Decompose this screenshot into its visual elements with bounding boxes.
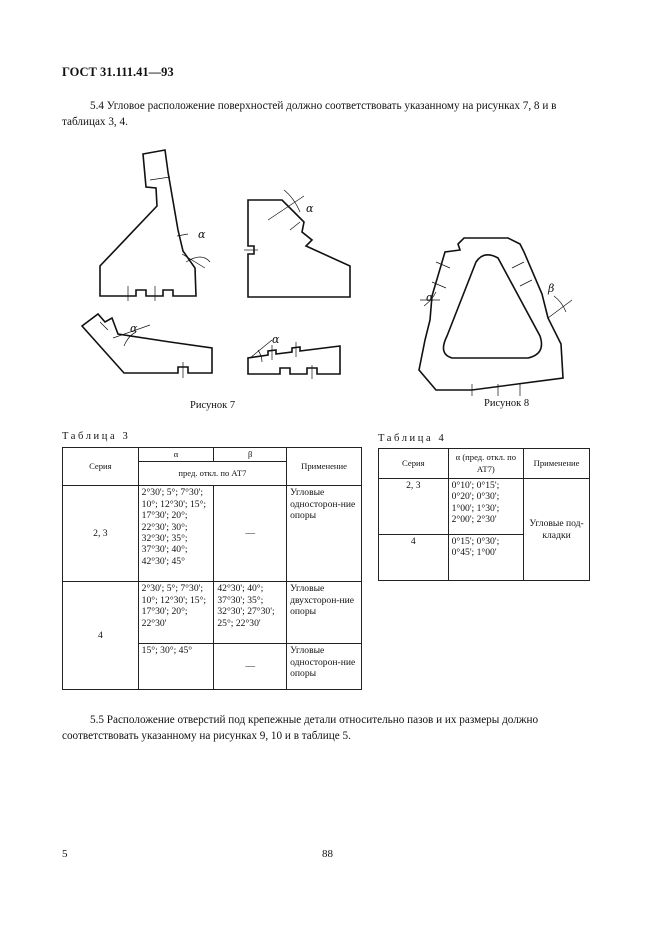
- t3-header-beta: β: [214, 448, 287, 462]
- table4-caption: Таблица 4: [378, 433, 447, 444]
- t3-row3-application: Угловые односторон-ние опоры: [287, 644, 362, 690]
- fig7-alpha-label-a: α: [198, 228, 206, 241]
- fig8-alpha-label: α: [426, 291, 434, 304]
- table-row: [63, 486, 362, 582]
- table-row: [63, 582, 362, 644]
- t4-application: Угловые под-кладки: [524, 479, 590, 581]
- fig7-part-d: [248, 340, 340, 379]
- t3-row2-beta: 42°30'; 40°; 37°30'; 35°; 32°30'; 27°30'; 25°; 22°30': [214, 582, 287, 644]
- footer-left-number: 5: [62, 848, 68, 860]
- t3-row1-alpha: 2°30'; 5°; 7°30'; 10°; 12°30'; 15°; 17°30'; 20°; 22°30'; 30°; 32°30'; 35°; 37°30'; 40°; 42°30'; 45°: [138, 486, 214, 582]
- table-4: [378, 448, 590, 581]
- t4-row2-alpha: 0°15'; 0°30'; 0°45'; 1°00': [448, 535, 524, 581]
- t3-row2-application: Угловые двухсторон-ние опоры: [287, 582, 362, 644]
- table-3: [62, 447, 362, 690]
- table3-caption: Таблица 3: [62, 431, 131, 442]
- t3-row2-alpha: 2°30'; 5°; 7°30'; 10°; 12°30'; 15°; 17°30'; 20°; 22°30': [138, 582, 214, 644]
- table-row: [379, 479, 590, 535]
- t3-header-application: Применение: [287, 448, 362, 486]
- t3-row1-series: 2, 3: [63, 486, 139, 582]
- t3-header-series: Серия: [63, 448, 139, 486]
- t4-row1-series: 2, 3: [379, 479, 449, 535]
- document-header: ГОСТ 31.111.41—93: [62, 65, 174, 79]
- t4-row1-alpha: 0°10'; 0°15'; 0°20'; 0°30'; 1°00'; 1°30'; 2°00'; 2°30': [448, 479, 524, 535]
- t4-header-alpha: α (пред. откл. по АТ7): [448, 449, 524, 479]
- fig7-alpha-label-c: α: [130, 322, 138, 335]
- fig7-caption: Рисунок 7: [190, 400, 236, 411]
- paragraph-5-4: 5.4 Угловое расположение поверхностей должно соответствовать указанному на рисунках 7, 8 и в таблицах 3, 4.: [62, 100, 557, 128]
- t3-header-tolerance: пред. откл. по АТ7: [138, 462, 286, 486]
- page-number: 88: [322, 848, 333, 860]
- fig7-alpha-label-d: α: [272, 333, 280, 346]
- t3-row1-application: Угловые односторон-ние опоры: [287, 486, 362, 582]
- fig8-frame: [419, 238, 572, 396]
- t3-header-alpha: α: [138, 448, 214, 462]
- t3-row2-series: 4: [63, 582, 139, 690]
- fig7-part-c: [82, 314, 212, 378]
- t3-row3-alpha: 15°; 30°; 45°: [138, 644, 214, 690]
- fig7-alpha-label-b: α: [306, 202, 314, 215]
- paragraph-5-5: 5.5 Расположение отверстий под крепежные детали относительно пазов и их размеры должно соответствовать указанному на рисунках 9, 10 и в таблице 5.: [62, 714, 539, 742]
- fig7-part-a: [100, 150, 210, 301]
- t3-row1-beta: —: [214, 486, 287, 582]
- fig8-beta-label: β: [548, 282, 555, 295]
- t3-row3-beta: —: [214, 644, 287, 690]
- t4-header-series: Серия: [379, 449, 449, 479]
- fig7-part-b: [244, 190, 350, 297]
- t4-header-application: Применение: [524, 449, 590, 479]
- figures-7-8-drawing: [0, 0, 661, 430]
- fig8-caption: Рисунок 8: [484, 398, 530, 409]
- t4-row2-series: 4: [379, 535, 449, 581]
